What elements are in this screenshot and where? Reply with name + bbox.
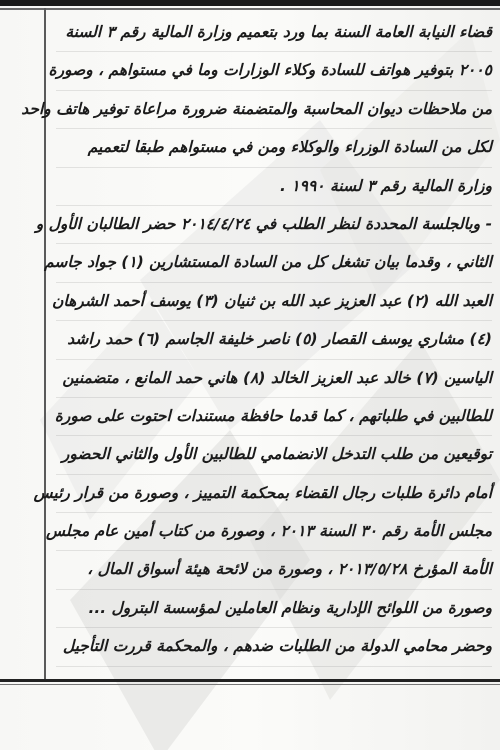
- text-line: (٤) مشاري يوسف القصار (٥) ناصر خليفة الجاسم (٦) حمد راشد: [56, 321, 492, 359]
- text-line: الثاني ، وقدما بيان تشغل كل من السادة المستشارين (١) جواد جاسم: [56, 244, 492, 282]
- text-line: للطالبين في طلباتهم ، كما قدما حافظة مستندات احتوت على صورة: [56, 398, 492, 436]
- text-line: لكل من السادة الوزراء والوكلاء ومن في مستواهم طبقا لتعميم: [56, 129, 492, 167]
- text-line: قضاء النيابة العامة السنة بما ورد بتعميم وزارة المالية رقم ٣ السنة: [56, 14, 492, 52]
- bottom-border: [0, 679, 500, 682]
- text-line: مجلس الأمة رقم ٣٠ السنة ٢٠١٣ ، وصورة من كتاب أمين عام مجلس: [56, 513, 492, 551]
- text-line: وزارة المالية رقم ٣ لسنة ١٩٩٠ .: [56, 168, 492, 206]
- text-line: من ملاحظات ديوان المحاسبة والمتضمنة ضرورة مراعاة توفير هاتف واحد: [56, 91, 492, 129]
- bottom-border-inner: [0, 684, 500, 685]
- text-line: الياسين (٧) خالد عبد العزيز الخالد (٨) هاني حمد المانع ، متضمنين: [56, 360, 492, 398]
- text-line: توقيعين من طلب التدخل الانضمامي للطالبين الأول والثاني الحضور: [56, 436, 492, 474]
- top-border-inner: [0, 8, 500, 10]
- text-line: العبد الله (٢) عبد العزيز عبد الله بن ثنيان (٣) يوسف أحمد الشرهان: [56, 283, 492, 321]
- text-line: الأمة المؤرخ ٢٠١٣/٥/٢٨ ، وصورة من لائحة هيئة أسواق المال ،: [56, 551, 492, 589]
- text-line: وصورة من اللوائح الإدارية ونظام العاملين لمؤسسة البترول ...: [56, 590, 492, 628]
- text-line: وحضر محامي الدولة من الطلبات ضدهم ، والمحكمة قررت التأجيل: [56, 628, 492, 666]
- text-line: - وبالجلسة المحددة لنظر الطلب في ٢٠١٤/٤/٢٤ حضر الطالبان الأول و: [56, 206, 492, 244]
- handwritten-text-body: [21, 14, 492, 667]
- text-line: ٢٠٠٥ بتوفير هواتف للسادة وكلاء الوزارات وما في مستواهم ، وصورة: [56, 52, 492, 90]
- text-line: أمام دائرة طلبات رجال القضاء بمحكمة التمييز ، وصورة من قرار رئيس: [56, 475, 492, 513]
- top-border: [0, 0, 500, 6]
